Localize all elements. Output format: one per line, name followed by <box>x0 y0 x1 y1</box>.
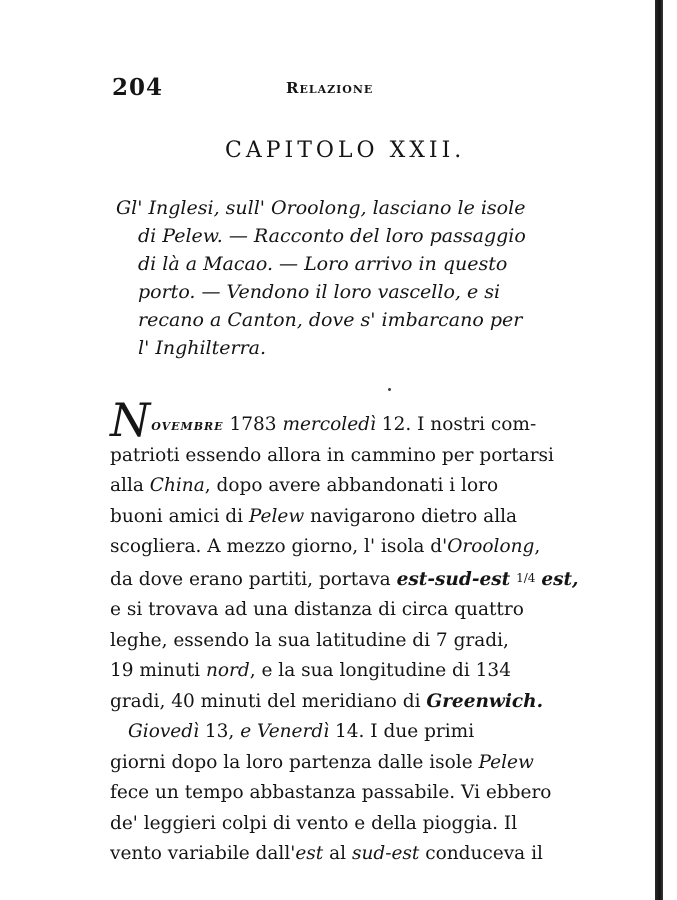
place-name: Oroolong <box>447 536 535 557</box>
fraction: 1/4 <box>516 570 536 585</box>
text-line <box>110 393 560 447</box>
text-run: , e la sua longitudine di 134 <box>249 660 511 681</box>
text-line: fece un tempo abbastanza passabile. Vi ebbero <box>110 782 552 803</box>
year: 1783 <box>229 414 277 435</box>
body-text <box>110 393 579 870</box>
page-number: 204 <box>112 74 164 101</box>
text-line <box>110 687 560 718</box>
place-name: Pelew <box>248 505 305 527</box>
text-run: al <box>329 843 347 864</box>
ink-speck <box>388 388 391 391</box>
text-run: 12. I nostri com- <box>381 414 537 435</box>
bearing: est-sud-est <box>396 568 511 590</box>
chapter-title: CAPITOLO XXII. <box>225 138 466 163</box>
direction: nord <box>205 660 250 681</box>
text-run: gradi, 40 minuti del meridiano di <box>110 690 421 712</box>
bearing: est, <box>541 568 579 590</box>
text-line: patrioti essendo allora in cammino per portarsi <box>110 444 554 466</box>
summary-line: di là a Macao. — Loro arrivo in questo <box>138 253 508 275</box>
text-line: e si trovava ad una distanza di circa quattro <box>110 599 524 620</box>
page-edge-shadow <box>655 0 663 900</box>
smallcaps-word: ovembre <box>151 416 224 434</box>
place-name: Greenwich. <box>426 690 544 712</box>
text-run: 14. I due primi <box>335 721 475 742</box>
direction: sud-est <box>351 843 420 864</box>
place-name: China <box>149 475 205 496</box>
text-run: scogliera. A mezzo giorno, l' isola d' <box>110 536 448 557</box>
text-line <box>110 563 579 596</box>
running-title: Relazione <box>286 79 374 97</box>
text-run: vento variabile dall' <box>110 843 296 864</box>
text-line <box>110 502 560 533</box>
place-name: Pelew <box>478 751 534 773</box>
weekday: e Venerdì <box>240 721 330 742</box>
text-line: leghe, essendo la sua latitudine di 7 gradi, <box>110 629 509 651</box>
text-line: de' leggieri colpi di vento e della pioggia. Il <box>110 812 518 834</box>
weekday: Giovedì <box>128 721 199 742</box>
weekday: mercoledì <box>282 414 376 435</box>
text-run: buoni amici di <box>110 505 244 527</box>
text-run: giorni dopo la loro partenza dalle isole <box>110 751 473 773</box>
summary-line: di Pelew. — Racconto del loro passaggio <box>138 225 526 247</box>
text-run: 13, <box>204 721 235 742</box>
text-line <box>110 471 560 502</box>
running-head <box>112 74 402 102</box>
drop-initial: N <box>110 393 151 447</box>
summary-line: porto. — Vendono il loro vascello, e si <box>138 281 501 303</box>
text-line <box>110 748 560 779</box>
summary-line: l' Inghilterra. <box>138 337 267 359</box>
text-run: , <box>534 536 541 557</box>
text-run: navigarono dietro alla <box>310 505 518 527</box>
text-run: conduceva il <box>425 843 543 864</box>
direction: est <box>295 843 324 864</box>
text-line <box>110 839 560 870</box>
text-run: alla <box>110 475 144 496</box>
text-line <box>110 532 560 563</box>
text-line <box>110 656 560 687</box>
text-run: , dopo avere abbandonati i loro <box>204 475 499 496</box>
text-run: da dove erano partiti, portava <box>110 568 391 590</box>
summary-line: Gl' Inglesi, sull' Oroolong, lasciano le isole <box>116 197 526 219</box>
text-line <box>110 717 560 748</box>
chapter-summary <box>116 194 566 362</box>
text-run: 19 minuti <box>110 660 201 681</box>
summary-line: recano a Canton, dove s' imbarcano per <box>138 309 523 331</box>
